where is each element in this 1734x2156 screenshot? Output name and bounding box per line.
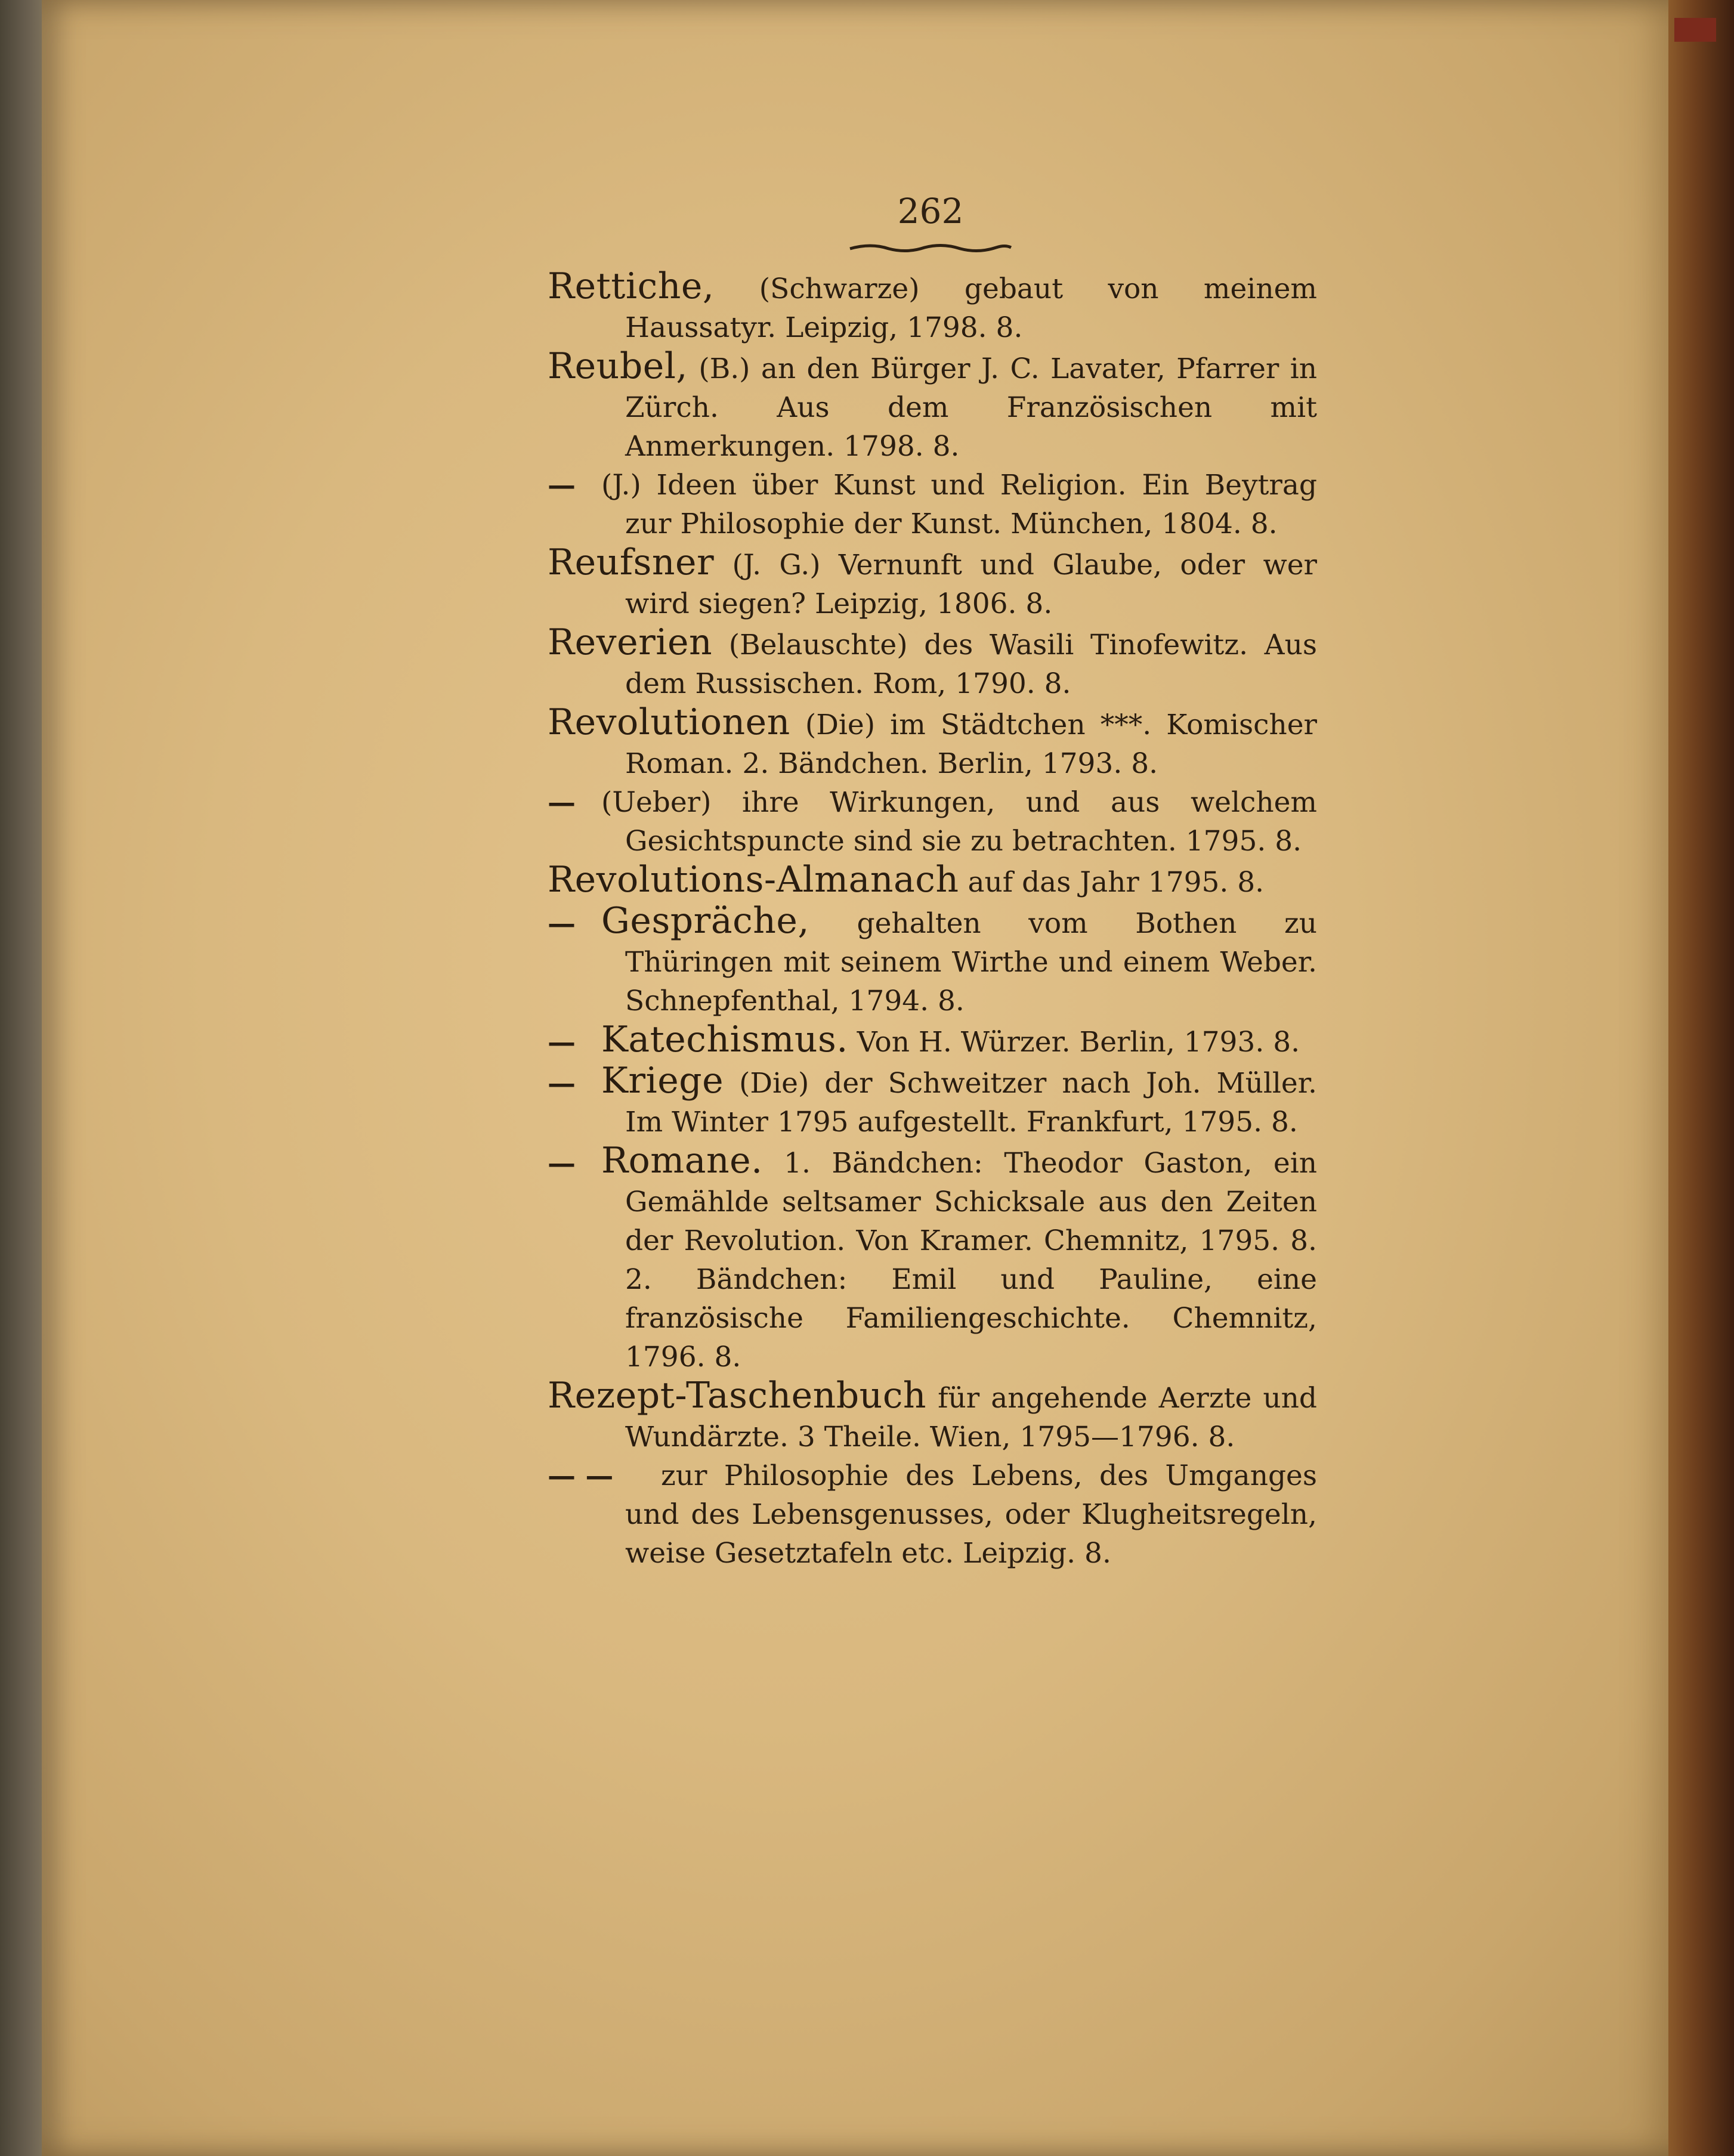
- entry-headword: Rezept-Taschenbuch: [548, 1375, 927, 1416]
- entry-text: (J. G.) Vernunft und Glaube, oder wer wird siegen? Leipzig, 1806. 8.: [625, 549, 1317, 620]
- entry-text: zur Philosophie des Lebens, des Umganges und des Lebensgenusses, oder Klugheitsregeln, weise Gesetztafeln etc. Leipzig. 8.: [625, 1459, 1317, 1570]
- entry: [548, 466, 1317, 543]
- entry-text: (Die) im Städtchen ***. Komischer Roman. 2. Bändchen. Berlin, 1793. 8.: [625, 709, 1317, 780]
- entry-text: Von H. Würzer. Berlin, 1793. 8.: [848, 1026, 1300, 1059]
- entry-headword: Rettiche,: [548, 265, 715, 307]
- entry-text: (B.) an den Bürger J. C. Lavater, Pfarrer in Zürch. Aus dem Französischen mit Anmerkungen. 1798. 8.: [625, 352, 1317, 463]
- entry: [548, 1062, 1317, 1142]
- entry: [548, 703, 1317, 783]
- ditto-dash: —: [548, 1147, 576, 1180]
- ditto-dash: —: [548, 469, 576, 502]
- entry-text: gehalten vom Bothen zu Thüringen mit seinem Wirthe und einem Weber. Schnepfenthal, 1794. 8.: [625, 907, 1317, 1017]
- entry-text: (J.) Ideen über Kunst und Religion. Ein Beytrag zur Philosophie der Kunst. München, 1804. 8.: [601, 469, 1317, 540]
- page-number: 262: [897, 191, 964, 231]
- entry-text: für angehende Aerzte und Wundärzte. 3 Theile. Wien, 1795—1796. 8.: [625, 1382, 1317, 1453]
- entry-headword: Revolutions-Almanach: [548, 859, 959, 901]
- entry-text: (Die) der Schweitzer nach Joh. Müller. Im Winter 1795 aufgestellt. Frankfurt, 1795. 8.: [625, 1067, 1317, 1139]
- entry-text: (Ueber) ihre Wirkungen, und aus welchem Gesichtspuncte sind sie zu betrachten. 1795. 8.: [601, 786, 1317, 858]
- ditto-dash: —: [548, 1026, 576, 1059]
- entry-text: 1. Bändchen: Theodor Gaston, ein Gemählde seltsamer Schicksale aus den Zeiten der Revolution. Von Kramer. Chemnitz, 1795. 8. 2. Bändchen: Emil und Pauline, eine französische Familiengeschichte. Chemnitz, 1796. 8.: [625, 1147, 1317, 1374]
- entry-text: auf das Jahr 1795. 8.: [959, 866, 1265, 899]
- entry: [548, 543, 1317, 623]
- entry: [548, 1020, 1317, 1062]
- entry-headword: Gespräche,: [601, 900, 809, 942]
- entry: [548, 1456, 1317, 1573]
- cover-binding: [1674, 18, 1716, 42]
- entry-headword: Katechismus.: [601, 1019, 848, 1060]
- entry-headword: Romane.: [601, 1140, 763, 1181]
- bibliography-list: [548, 267, 1317, 1573]
- entry: [548, 267, 1317, 347]
- ornament-rule: [847, 242, 1014, 253]
- entry-headword: Reubel,: [548, 345, 688, 387]
- entry: [548, 861, 1317, 902]
- entry: [548, 347, 1317, 466]
- entry-headword: Reufsner: [548, 542, 715, 583]
- ditto-dash: — —: [548, 1459, 614, 1492]
- entry: [548, 623, 1317, 703]
- entry: [548, 902, 1317, 1020]
- entry-text: (Schwarze) gebaut von meinem Haussatyr. Leipzig, 1798. 8.: [625, 273, 1317, 344]
- ditto-dash: —: [548, 1067, 576, 1100]
- entry-headword: Reverien: [548, 621, 713, 663]
- entry-headword: Kriege: [601, 1060, 724, 1102]
- entry: [548, 1377, 1317, 1456]
- book-cover-edge: [1668, 0, 1734, 2156]
- entry-headword: Revolutionen: [548, 701, 790, 743]
- entry: [548, 783, 1317, 861]
- ditto-dash: —: [548, 786, 576, 819]
- entry: [548, 1142, 1317, 1377]
- ditto-dash: —: [548, 907, 576, 940]
- entry-text: (Belauschte) des Wasili Tinofewitz. Aus dem Russischen. Rom, 1790. 8.: [625, 629, 1317, 700]
